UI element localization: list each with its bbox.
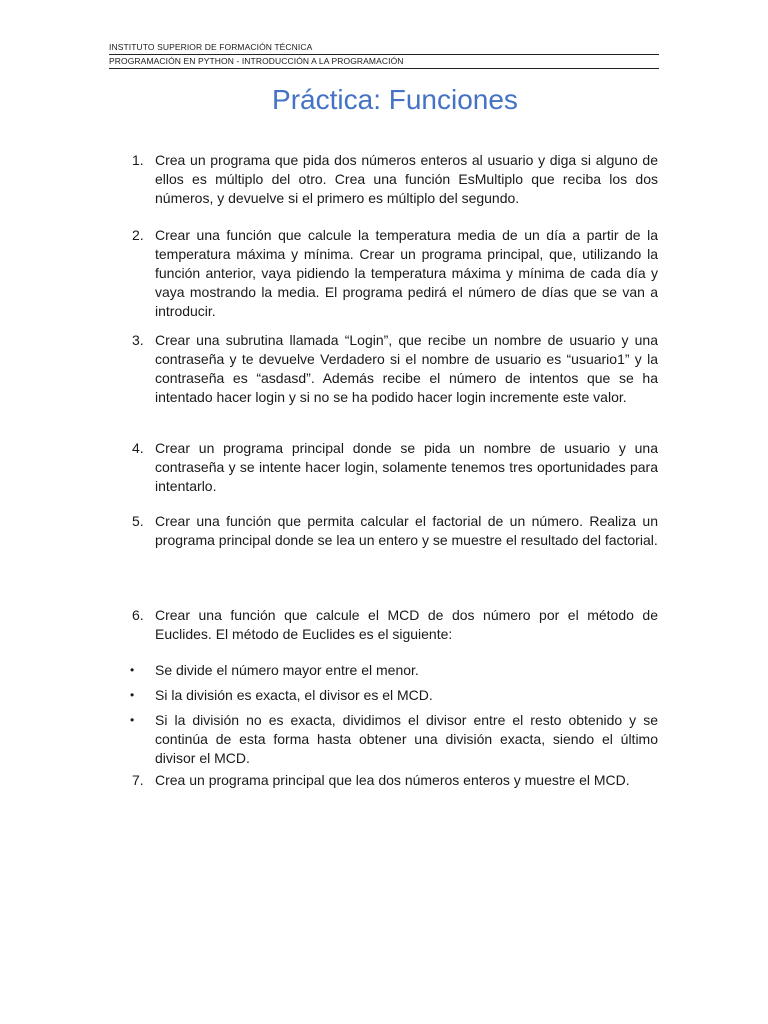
header-course: PROGRAMACIÓN EN PYTHON - INTRODUCCIÓN A LA PROGRAMACIÓN (109, 56, 659, 69)
list-number: 2. (132, 227, 144, 243)
header-institution: INSTITUTO SUPERIOR DE FORMACIÓN TÉCNICA (109, 42, 659, 55)
bullet-marker: • (130, 688, 135, 702)
list-item-text: Crea un programa que pida dos números enteros al usuario y diga si alguno de ellos es múltiplo del otro. Crea una función EsMultiplo que reciba los dos números, y devuelve si el primero es múltiplo del segundo. (155, 152, 658, 206)
bullet-marker: • (130, 713, 135, 727)
list-item-text: Crear un programa principal donde se pida un nombre de usuario y una contraseña y se intente hacer login, solamente tenemos tres oportunidades para intentarlo. (155, 440, 658, 494)
list-number: 7. (132, 772, 144, 788)
bullet-item-text: Se divide el número mayor entre el menor. (155, 662, 419, 678)
list-number: 1. (132, 152, 144, 168)
list-item-text: Crea un programa principal que lea dos números enteros y muestre el MCD. (155, 772, 630, 788)
list-number: 6. (132, 607, 144, 623)
list-item-text: Crear una función que calcule el MCD de dos número por el método de Euclides. El método de Euclides es el siguiente: (155, 607, 658, 642)
bullet-item-text: Si la división es exacta, el divisor es el MCD. (155, 687, 433, 703)
list-item-text: Crear una función que calcule la temperatura media de un día a partir de la temperatura máxima y mínima. Crear un programa principal, que, utilizando la función anterior, vaya pidiendo la temperatura máxima y mínima de cada día y vaya mostrando la media. El programa pedirá el número de días que se van a introducir. (155, 227, 658, 319)
bullet-marker: • (130, 663, 135, 677)
bullet-item-text: Si la división no es exacta, dividimos el divisor entre el resto obtenido y se continúa de esta forma hasta obtener una división exacta, siendo el último divisor el MCD. (155, 712, 658, 766)
list-number: 3. (132, 332, 144, 348)
page-title: Práctica: Funciones (272, 84, 518, 115)
list-item-text: Crear una subrutina llamada “Login”, que recibe un nombre de usuario y una contraseña y te devuelve Verdadero si el nombre de usuario es “usuario1” y la contraseña es “asdasd”. Además recibe el número de intentos que se ha intentado hacer login y si no se ha podido hacer login incremente este valor. (155, 332, 658, 405)
list-item-text: Crear una función que permita calcular el factorial de un número. Realiza un programa principal donde se lea un entero y se muestre el resultado del factorial. (155, 513, 658, 548)
list-number: 4. (132, 440, 144, 456)
list-number: 5. (132, 513, 144, 529)
